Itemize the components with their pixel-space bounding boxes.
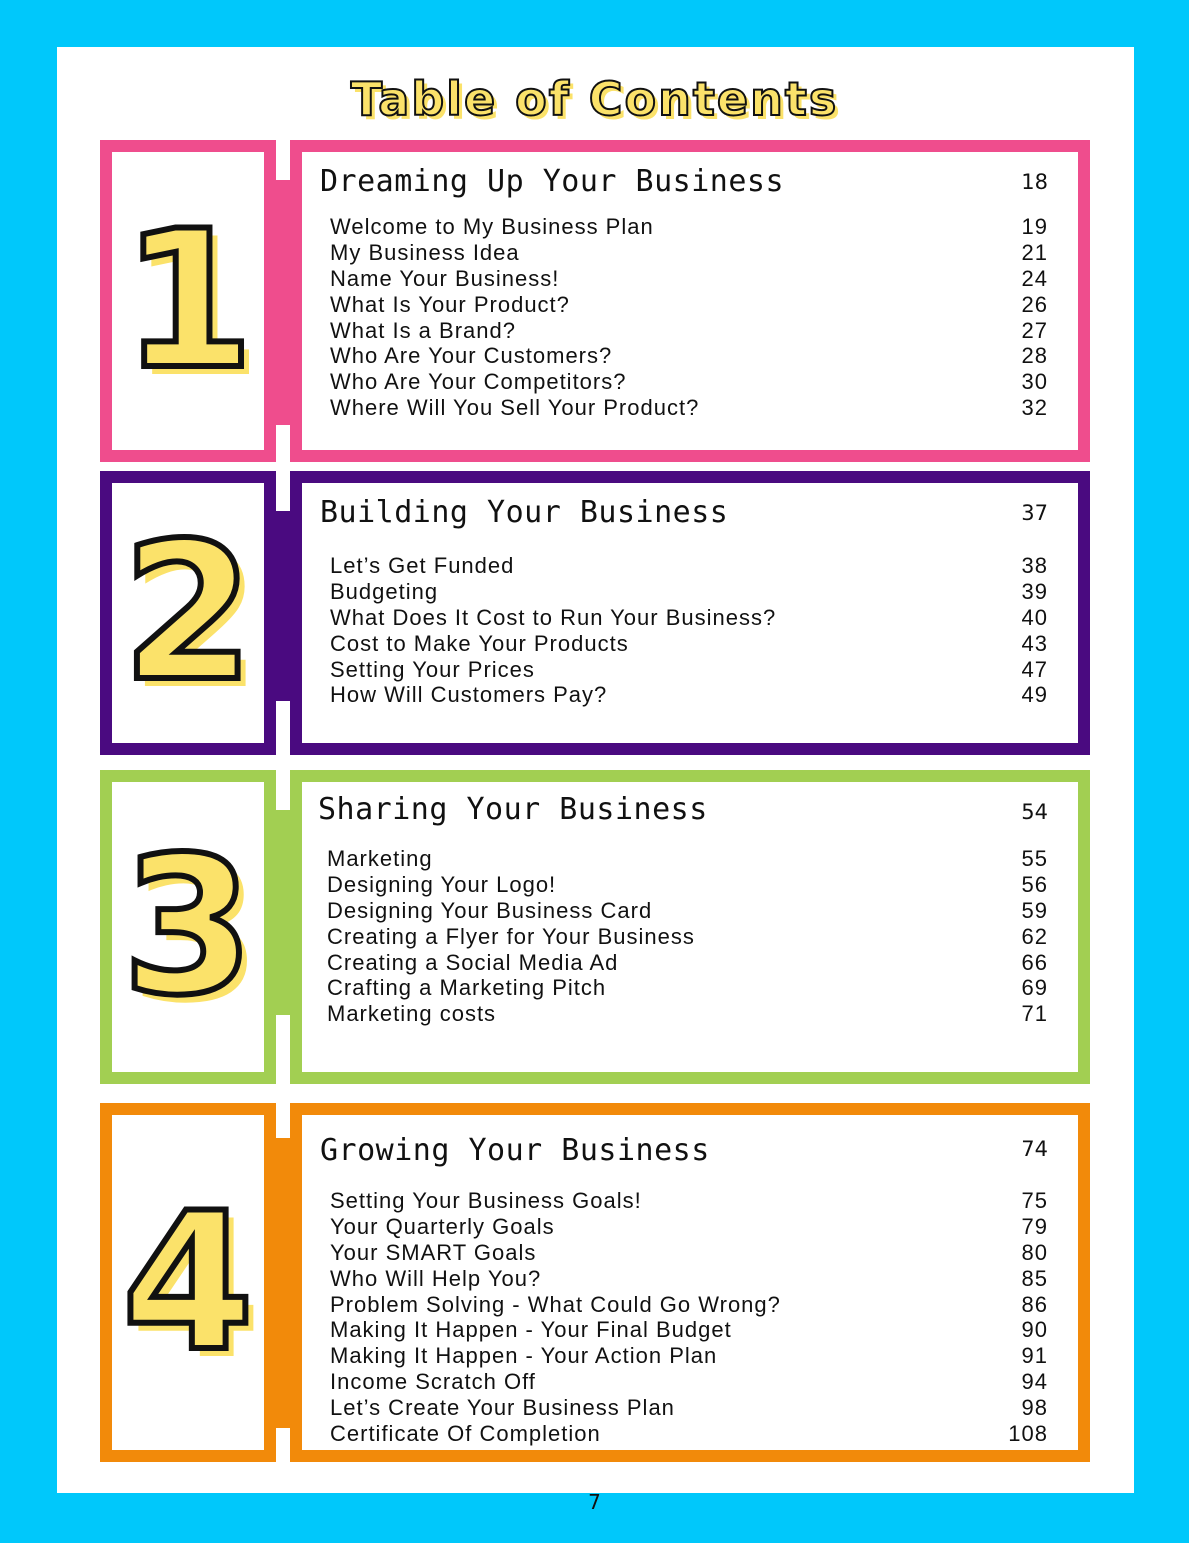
section-4 <box>100 1103 1090 1462</box>
section-title: Growing Your Business <box>320 1133 710 1168</box>
list-item[interactable]: Creating a Social Media Ad 66 <box>327 949 1048 975</box>
list-item[interactable]: Certificate Of Completion 108 <box>330 1421 1048 1447</box>
section-content-box <box>290 770 1090 1084</box>
section-content-box <box>290 140 1090 462</box>
list-item[interactable]: Income Scratch Off 94 <box>330 1369 1048 1395</box>
list-item[interactable]: Budgeting 39 <box>330 578 1048 604</box>
list-item[interactable]: Your Quarterly Goals 79 <box>330 1213 1048 1239</box>
list-item[interactable]: Name Your Business! 24 <box>330 265 1048 291</box>
list-item[interactable]: What Does It Cost to Run Your Business? 40 <box>330 604 1048 630</box>
list-item[interactable]: Cost to Make Your Products 43 <box>330 630 1048 656</box>
section-number: 3 <box>121 816 255 1037</box>
section-content-box <box>290 1103 1090 1462</box>
section-number-box <box>100 471 276 755</box>
list-item[interactable]: My Business Idea 21 <box>330 239 1048 265</box>
section-items <box>330 1188 1048 1447</box>
page-title: Table of Contents <box>350 72 839 126</box>
section-number-box <box>100 770 276 1084</box>
list-item[interactable]: Your SMART Goals 80 <box>330 1239 1048 1265</box>
section-items <box>330 214 1048 421</box>
list-item[interactable]: How Will Customers Pay? 49 <box>330 682 1048 708</box>
list-item[interactable]: Let’s Get Funded 38 <box>330 553 1048 578</box>
list-item[interactable]: Setting Your Business Goals! 75 <box>330 1188 1048 1213</box>
list-item[interactable]: Let’s Create Your Business Plan 98 <box>330 1395 1048 1421</box>
section-number: 2 <box>121 502 255 723</box>
section-number: 4 <box>121 1171 255 1393</box>
list-item[interactable]: What Is a Brand? 27 <box>330 317 1048 343</box>
list-item[interactable]: Designing Your Business Card 59 <box>327 897 1048 923</box>
list-item[interactable]: Problem Solving - What Could Go Wrong? 86 <box>330 1291 1048 1317</box>
list-item[interactable]: Crafting a Marketing Pitch 69 <box>327 975 1048 1001</box>
section-number-box <box>100 140 276 462</box>
section-title: Dreaming Up Your Business <box>320 164 785 199</box>
list-item[interactable]: Setting Your Prices 47 <box>330 656 1048 682</box>
list-item[interactable]: Who Are Your Customers? 28 <box>330 343 1048 369</box>
section-connector <box>264 511 291 701</box>
section-connector <box>264 180 291 425</box>
section-page: 74 <box>1021 1137 1048 1161</box>
section-page: 37 <box>1021 501 1048 525</box>
section-title: Building Your Business <box>320 495 729 530</box>
section-connector <box>264 1138 291 1428</box>
section-1 <box>100 140 1090 462</box>
section-page: 18 <box>1021 170 1048 194</box>
list-item[interactable]: Where Will You Sell Your Product? 32 <box>330 395 1048 421</box>
section-items <box>330 553 1048 708</box>
section-number: 1 <box>121 190 255 411</box>
list-item[interactable]: Making It Happen - Your Final Budget 90 <box>330 1317 1048 1343</box>
section-2 <box>100 471 1090 755</box>
list-item[interactable]: Marketing costs 71 <box>327 1001 1048 1027</box>
section-title: Sharing Your Business <box>318 792 708 827</box>
section-content-box <box>290 471 1090 755</box>
list-item[interactable]: Welcome to My Business Plan 19 <box>330 214 1048 239</box>
list-item[interactable]: Creating a Flyer for Your Business 62 <box>327 923 1048 949</box>
list-item[interactable]: What Is Your Product? 26 <box>330 291 1048 317</box>
section-connector <box>264 810 291 1015</box>
section-page: 54 <box>1021 800 1048 824</box>
page-number: 7 <box>588 1490 601 1514</box>
list-item[interactable]: Designing Your Logo! 56 <box>327 871 1048 897</box>
section-items <box>327 846 1048 1027</box>
section-3 <box>100 770 1090 1084</box>
list-item[interactable]: Who Are Your Competitors? 30 <box>330 369 1048 395</box>
list-item[interactable]: Who Will Help You? 85 <box>330 1265 1048 1291</box>
list-item[interactable]: Making It Happen - Your Action Plan 91 <box>330 1343 1048 1369</box>
list-item[interactable]: Marketing 55 <box>327 846 1048 871</box>
section-number-box <box>100 1103 276 1462</box>
